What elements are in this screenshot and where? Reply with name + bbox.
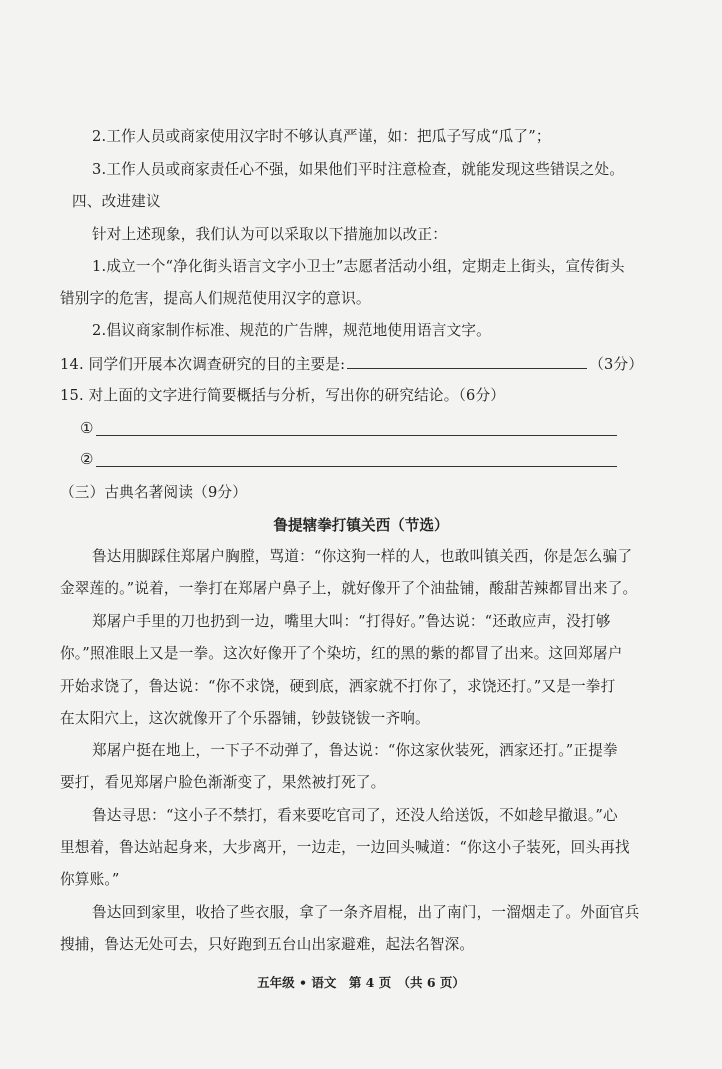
passage-p2-line-3: 开始求饶了，鲁达说：“你不求饶，硬到底，洒家就不打你了，求饶还打。”又是一拳打 [60,678,616,695]
suggestion-item-2: 2.倡议商家制作标准、规范的广告牌，规范地使用语言文字。 [92,322,491,339]
page-footer: 五年级 • 语文 第 4 页 （共 6 页） [257,975,465,990]
passage-p2-line-4: 在太阳穴上，这次就像开了个乐器铺，钞鼓铙钹一齐响。 [60,710,430,727]
answer-line-1[interactable] [80,418,617,438]
passage-p1-line-2: 金翠莲的。”说着，一拳打在郑屠户鼻子上，就好像开了个油盐铺，酸甜苦辣都冒出来了。 [60,580,638,597]
suggestion-item-1-line-1: 1.成立一个“净化街头语言文字小卫士”志愿者活动小组，定期走上街头，宣传街头 [92,258,625,275]
answer-1-number: ① [80,419,94,437]
answer-2-rule [96,466,617,467]
suggestion-item-1-line-2: 错别字的危害，提高人们规范使用汉字的意识。 [60,290,371,307]
question-15: 15. 对上面的文字进行简要概括与分析，写出你的研究结论。（6分） [60,387,506,404]
passage-p2-line-2: 你。”照准眼上又是一拳。这次好像开了个染坊，红的黑的紫的都冒了出来。这回郑屠户 [60,645,623,662]
passage-p4-line-2: 里想着，鲁达站起身来，大步离开，一边走，一边回头喊道：“你这小子装死，回头再找 [60,839,630,856]
cause-item-3: 3.工作人员或商家责任心不强，如果他们平时注意检查，就能发现这些错误之处。 [92,161,625,178]
answer-2-number: ② [80,450,94,468]
passage-p1-line-1: 鲁达用脚踩住郑屠户胸膛，骂道：“你这狗一样的人，也敢叫镇关西，你是怎么骗了 [92,548,633,565]
passage-title: 鲁提辖拳打镇关西（节选） [273,517,449,534]
question-14-text: 14. 同学们开展本次调查研究的目的主要是: [60,356,346,373]
suggestions-intro: 针对上述现象，我们认为可以采取以下措施加以改正： [92,226,448,243]
section-3-heading: （三）古典名著阅读（9分） [60,484,248,501]
question-14 [60,354,643,375]
passage-p4-line-3: 你算账。” [60,871,120,888]
passage-p3-line-1: 郑屠户挺在地上，一下子不动弹了，鲁达说：“你这家伙装死，洒家还打。”正提拳 [92,742,618,759]
question-14-answer-blank[interactable] [347,354,587,369]
passage-p4-line-1: 鲁达寻思：“这小子不禁打，看来要吃官司了，还没人给送饭，不如趁早撤退。”心 [92,807,618,824]
passage-p5-line-2: 搜捕，鲁达无处可去，只好跑到五台山出家避难，起法名智深。 [60,936,475,953]
answer-1-rule [96,435,617,436]
passage-p5-line-1: 鲁达回到家里，收拾了些衣服，拿了一条齐眉棍，出了南门，一溜烟走了。外面官兵 [92,904,640,921]
passage-p3-line-2: 要打，看见郑屠户脸色渐渐变了，果然被打死了。 [60,774,386,791]
cause-item-2: 2.工作人员或商家使用汉字时不够认真严谨，如：把瓜子写成“瓜了”； [92,128,551,145]
question-14-score: （3分） [589,356,644,373]
passage-p2-line-1: 郑屠户手里的刀也扔到一边，嘴里大叫：“打得好。”鲁达说：“还敢应声，没打够 [92,613,611,630]
suggestions-heading: 四、改进建议 [72,193,161,210]
answer-line-2[interactable] [80,449,617,469]
